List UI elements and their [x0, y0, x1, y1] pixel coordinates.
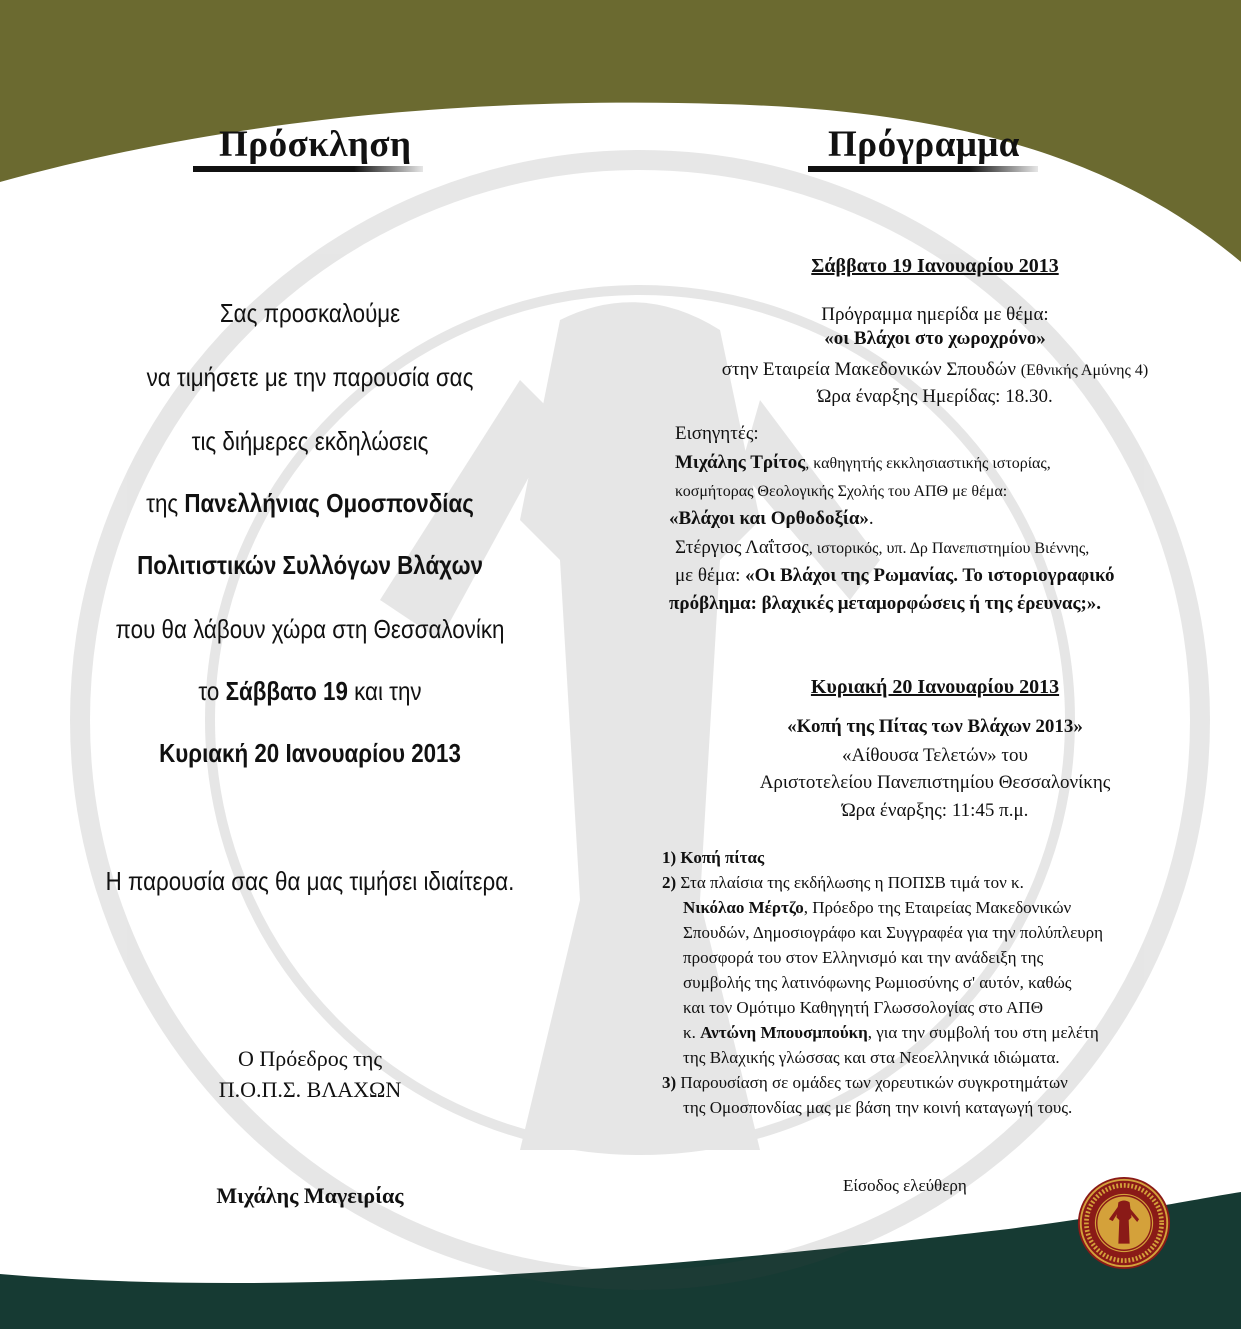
list-item: 1) Κοπή πίτας — [662, 848, 765, 867]
program-heading: Πρόγραμμα — [828, 124, 1020, 165]
invite-line-6: που θα λάβουν χώρα στη Θεσσαλονίκη — [115, 614, 505, 644]
invite-line-1: Σας προσκαλούμε — [219, 298, 401, 328]
invite-line-3: τις διήμερες εκδηλώσεις — [191, 426, 429, 456]
sunday-venue-1: «Αίθουσα Τελετών» του — [842, 745, 1028, 766]
list-item-line: Σπουδών, Δημοσιογράφο και Συγγραφέα για την πολύπλευρη — [683, 923, 1104, 942]
speaker-2-topic-1: με θέμα: «Οι Βλάχοι της Ρωμανίας. Το ιστοριογραφικό — [675, 565, 1115, 586]
invite-line-5: Πολιτιστικών Συλλόγων Βλάχων — [137, 550, 483, 580]
saturday-theme: «οι Βλάχοι στο χωροχρόνο» — [824, 328, 1046, 349]
sunday-date: Κυριακή 20 Ιανουαρίου 2013 — [810, 676, 1060, 698]
invite-line-8: Κυριακή 20 Ιανουαρίου 2013 — [159, 738, 461, 768]
invitation-heading: Πρόσκληση — [219, 124, 412, 165]
list-item: 2) Στα πλαίσια της εκδήλωσης η ΠΟΠΣΒ τιμά τον κ. — [662, 873, 1024, 892]
list-item-line: της Βλαχικής γλώσσας και στα Νεοελληνικά ιδιώματα. — [683, 1048, 1060, 1067]
saturday-line-1: Πρόγραμμα ημερίδα με θέμα: — [821, 304, 1049, 325]
speaker-2: Στέργιος Λαΐτσος, ιστορικός, υπ. Δρ Πανεπιστημίου Βιέννης, — [675, 537, 1090, 558]
list-item-line: προσφορά του στον Ελληνισμό και την ανάδειξη της — [683, 948, 1044, 967]
speaker-1-topic: «Βλάχοι και Ορθοδοξία». — [669, 508, 874, 529]
speaker-1-desc: κοσμήτορας Θεολογικής Σχολής του ΑΠΘ με θέμα: — [675, 483, 1008, 500]
speaker-2-topic-2: πρόβλημα: βλαχικές μεταμορφώσεις ή της έρευνας;». — [669, 593, 1102, 614]
top-olive-band — [0, 0, 1241, 262]
president-name: Μιχάλης Μαγειρίας — [216, 1183, 404, 1208]
saturday-date: Σάββατο 19 Ιανουαρίου 2013 — [811, 255, 1059, 277]
invite-line-7: το Σάββατο 19 και την — [198, 676, 422, 706]
list-item-line: Νικόλαο Μέρτζο, Πρόεδρο της Εταιρείας Μακεδονικών — [683, 898, 1072, 917]
invite-line-2: να τιμήσετε με την παρουσία σας — [146, 362, 474, 392]
list-item-line: της Ομοσπονδίας μας με βάση την κοινή καταγωγή τους. — [683, 1098, 1073, 1117]
saturday-start-time: Ώρα έναρξης Ημερίδας: 18.30. — [817, 386, 1053, 407]
program-heading-rule — [808, 166, 1038, 172]
sunday-start-time: Ώρα έναρξης: 11:45 π.μ. — [841, 800, 1029, 821]
sunday-title: «Κοπή της Πίτας των Βλάχων 2013» — [787, 716, 1083, 737]
federation-logo — [1077, 1176, 1171, 1270]
president-title-line-1: Ο Πρόεδρος της — [237, 1046, 383, 1071]
list-item-line: και τον Ομότιμο Καθηγητή Γλωσσολογίας στο ΑΠΘ — [683, 998, 1043, 1017]
bottom-green-band — [0, 1192, 1241, 1329]
sunday-venue-2: Αριστοτελείου Πανεπιστημίου Θεσσαλονίκης — [759, 772, 1111, 793]
list-item-line: συμβολής της λατινόφωνης Ρωμιοσύνης σ' αυτόν, καθώς — [683, 973, 1072, 992]
speakers-label: Εισηγητές: — [675, 423, 759, 444]
saturday-venue: στην Εταιρεία Μακεδονικών Σπουδών (Εθνικής Αμύνης 4) — [721, 359, 1149, 380]
list-item-line: κ. Αντώνη Μπουσμπούκη, για την συμβολή του στη μελέτη — [683, 1023, 1099, 1042]
speaker-1: Μιχάλης Τρίτος, καθηγητής εκκλησιαστικής ιστορίας, — [675, 452, 1051, 473]
invitation-heading-rule — [193, 166, 423, 172]
list-item: 3) Παρουσίαση σε ομάδες των χορευτικών συγκροτημάτων — [662, 1073, 1068, 1092]
invite-line-9: Η παρουσία σας θα μας τιμήσει ιδιαίτερα. — [105, 866, 515, 896]
free-entry: Είσοδος ελεύθερη — [843, 1176, 967, 1195]
president-title-line-2: Π.Ο.Π.Σ. ΒΛΑΧΩΝ — [218, 1077, 402, 1102]
invite-line-4: της Πανελλήνιας Ομοσπονδίας — [146, 488, 474, 518]
